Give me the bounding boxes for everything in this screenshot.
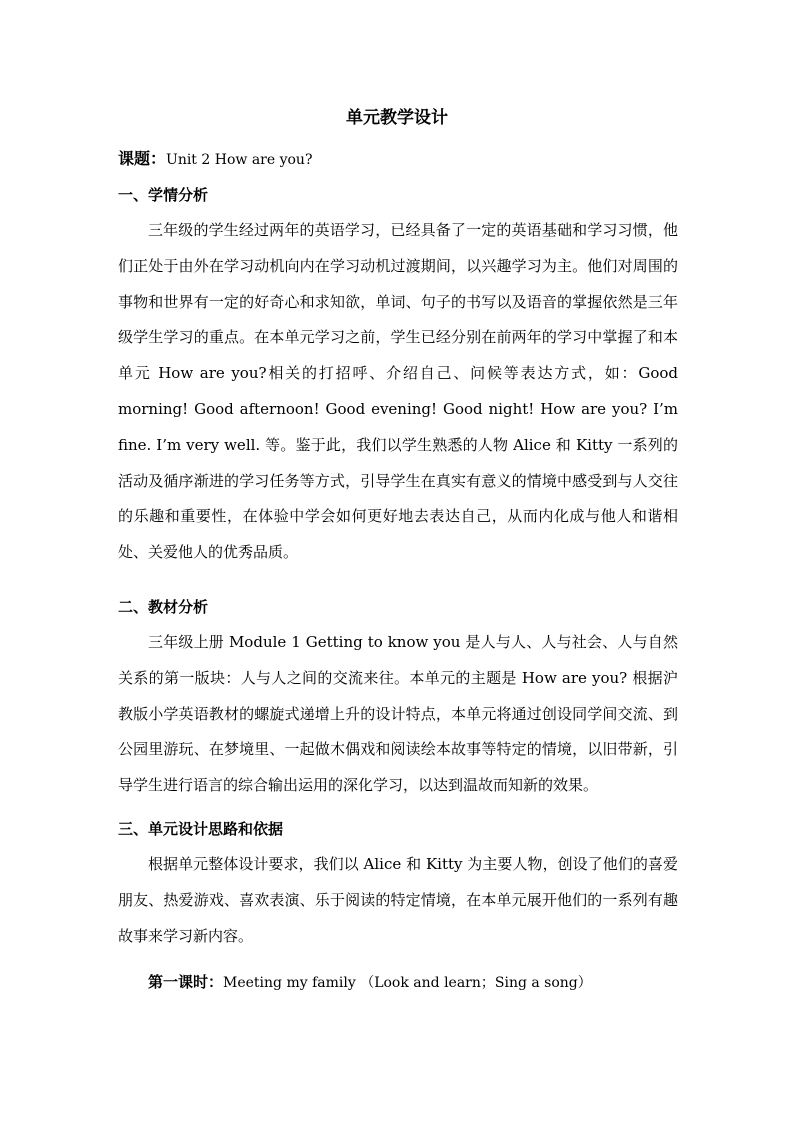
lesson-text: Meeting my family （Look and learn；Sing a song） <box>223 975 592 991</box>
topic-label: 课题： <box>118 149 167 168</box>
section-heading-textbook-analysis: 二、教材分析 <box>118 598 209 616</box>
section-paragraph-design-rationale: 根据单元整体设计要求，我们以 Alice 和 Kitty 为主要人物，创设了他们的喜爱朋友、热爱游戏、喜欢表演、乐于阅读的特定情境，在本单元展开他们的一系列有趣故事来学习新内容。 <box>118 855 678 945</box>
page-title: 单元教学设计 <box>346 108 448 128</box>
section-paragraph-textbook-analysis: 三年级上册 Module 1 Getting to know you 是人与人、人与社会、人与自然关系的第一版块：人与人之间的交流来往。本单元的主题是 How are you? 根据沪教版小学英语教材的螺旋式递增上升的设计特点，本单元将通过创设同学间交流、到公园里游玩、在梦境里、一起做木偶戏和阅读绘本故事等特定的情境，以旧带新，引导学生进行语言的综合输出运用的深化学习，以达到温故而知新的效果。 <box>118 633 678 795</box>
section-heading-design-rationale: 三、单元设计思路和依据 <box>118 820 284 838</box>
section-heading-learner-analysis: 一、学情分析 <box>118 186 209 204</box>
topic-line <box>118 148 678 171</box>
topic-value: Unit 2 How are you? <box>166 152 313 168</box>
section-paragraph-learner-analysis: 三年级的学生经过两年的英语学习，已经具备了一定的英语基础和学习习惯，他们正处于由外在学习动机向内在学习动机过渡期间，以兴趣学习为主。他们对周围的事物和世界有一定的好奇心和求知欲，单词、句子的书写以及语音的掌握依然是三年级学生学习的重点。在本单元学习之前，学生已经分别在前两年的学习中掌握了和本单元 How are you?相关的打招呼、介绍自己、问候等表达方式，如：Good morning! Good afternoon! Good evening! Good night! How are you? I’m fine. I’m very well. 等。鉴于此，我们以学生熟悉的人物 Alice 和 Kitty 一系列的活动及循序渐进的学习任务等方式，引导学生在真实有意义的情境中感受到与人交往的乐趣和重要性，在体验中学会如何更好地去表达自己，从而内化成与他人和谐相处、关爱他人的优秀品质。 <box>118 221 678 562</box>
lesson-label: 第一课时： <box>148 973 224 991</box>
lesson-line <box>148 970 678 995</box>
